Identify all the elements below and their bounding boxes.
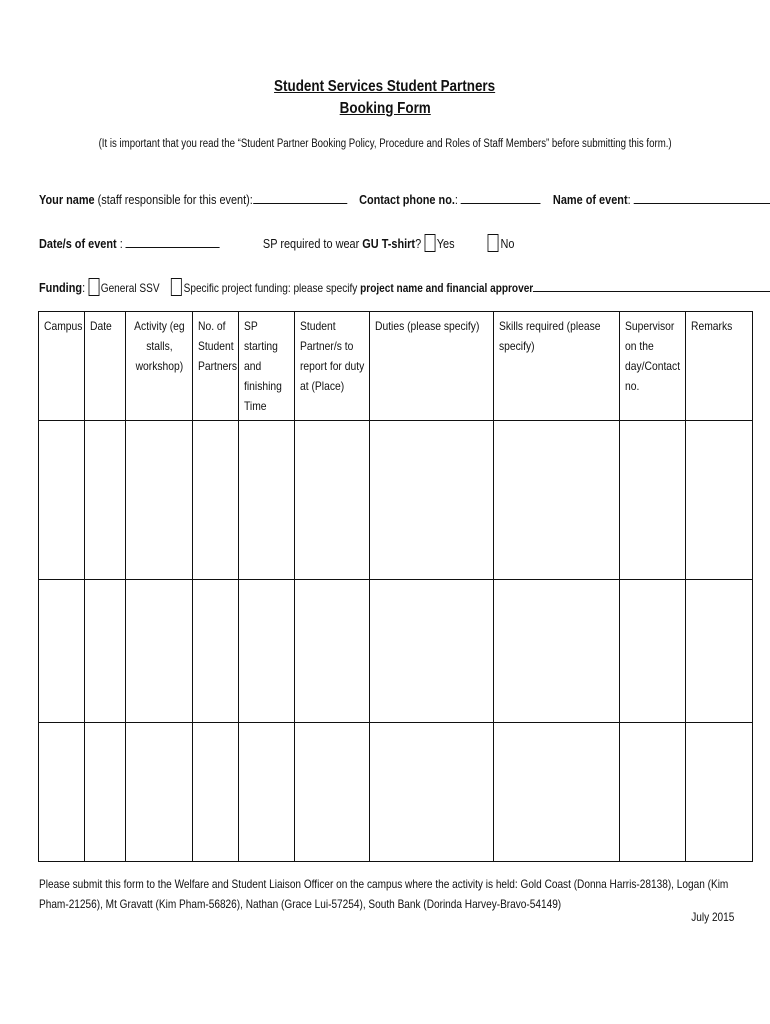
policy-note bbox=[0, 138, 770, 150]
specific-funding-label: Specific project funding: please specify bbox=[183, 281, 361, 295]
policy-note-text: (It is important that you read the “Student Partner Booking Policy, Procedure and Roles of Staff Members” before submitting this form.) bbox=[98, 138, 672, 150]
col-date-header: Date bbox=[85, 312, 126, 421]
name-contact-event-row bbox=[39, 192, 770, 207]
cell-date[interactable] bbox=[85, 421, 126, 580]
row2-text bbox=[39, 234, 514, 252]
cell-time[interactable] bbox=[239, 723, 295, 862]
submission-note bbox=[39, 874, 739, 914]
cell-time[interactable] bbox=[239, 421, 295, 580]
funding-label: Funding bbox=[39, 280, 83, 295]
row1-text bbox=[39, 192, 770, 207]
cell-supervisor[interactable] bbox=[620, 421, 686, 580]
no-checkbox[interactable] bbox=[488, 234, 499, 252]
dates-field[interactable] bbox=[126, 236, 220, 248]
yes-label: Yes bbox=[436, 236, 455, 251]
cell-duties[interactable] bbox=[370, 580, 494, 723]
tshirt-question: ? bbox=[415, 236, 425, 251]
cell-duties[interactable] bbox=[370, 421, 494, 580]
form-title-line1 bbox=[0, 78, 770, 96]
project-approver-field[interactable] bbox=[533, 280, 770, 292]
cell-date[interactable] bbox=[85, 723, 126, 862]
col-duties-header: Duties (please specify) bbox=[370, 312, 494, 421]
cell-partners-count[interactable] bbox=[193, 580, 239, 723]
specific-funding-checkbox[interactable] bbox=[171, 278, 182, 296]
table-row bbox=[39, 580, 753, 723]
col-skills-header: Skills required (please specify) bbox=[494, 312, 620, 421]
cell-remarks[interactable] bbox=[686, 580, 753, 723]
cell-report-place[interactable] bbox=[295, 421, 370, 580]
table-header-row bbox=[39, 312, 753, 421]
booking-table bbox=[38, 311, 753, 862]
col-time-header: SP starting and finishing Time bbox=[239, 312, 295, 421]
tshirt-label: GU T-shirt bbox=[362, 236, 416, 251]
cell-remarks[interactable] bbox=[686, 421, 753, 580]
cell-activity[interactable] bbox=[126, 421, 193, 580]
cell-report-place[interactable] bbox=[295, 580, 370, 723]
cell-campus[interactable] bbox=[39, 580, 85, 723]
col-partners-count-header: No. of Student Partners bbox=[193, 312, 239, 421]
form-title-text-2: Booking Form bbox=[339, 100, 431, 117]
cell-skills[interactable] bbox=[494, 580, 620, 723]
no-label: No bbox=[500, 236, 515, 251]
cell-skills[interactable] bbox=[494, 723, 620, 862]
col-activity-header: Activity (eg stalls, workshop) bbox=[126, 312, 193, 421]
cell-partners-count[interactable] bbox=[193, 421, 239, 580]
event-name-label: Name of event bbox=[552, 192, 628, 207]
cell-date[interactable] bbox=[85, 580, 126, 723]
col-supervisor-header: Supervisor on the day/Contact no. bbox=[620, 312, 686, 421]
event-name-field[interactable] bbox=[634, 192, 770, 204]
cell-remarks[interactable] bbox=[686, 723, 753, 862]
funding-colon: : bbox=[82, 280, 89, 295]
your-name-hint: (staff responsible for this event): bbox=[94, 192, 253, 207]
event-colon: : bbox=[627, 192, 634, 207]
cell-campus[interactable] bbox=[39, 421, 85, 580]
form-title-text-1: Student Services Student Partners bbox=[274, 78, 496, 95]
col-campus-header: Campus bbox=[39, 312, 85, 421]
col-report-place-header: Student Partner/s to report for duty at (Place) bbox=[295, 312, 370, 421]
yes-checkbox[interactable] bbox=[424, 234, 435, 252]
contact-phone-label: Contact phone no. bbox=[359, 192, 455, 207]
cell-activity[interactable] bbox=[126, 580, 193, 723]
cell-campus[interactable] bbox=[39, 723, 85, 862]
table-row bbox=[39, 421, 753, 580]
your-name-label: Your name bbox=[39, 192, 95, 207]
submission-note-text: Please submit this form to the Welfare and Student Liaison Officer on the campus where the activity is held: Gold Coast (Donna Harris-28138), Logan (Kim Pham-21256), Mt Gravatt (Kim Pham-56826), Nathan (Grace Lui-57254), South Bank (Dorinda Harvey-Bravo-54149) bbox=[39, 877, 729, 911]
cell-time[interactable] bbox=[239, 580, 295, 723]
cell-supervisor[interactable] bbox=[620, 723, 686, 862]
your-name-field[interactable] bbox=[253, 192, 347, 204]
general-ssv-label: General SSV bbox=[100, 281, 160, 295]
project-approver-label: project name and financial approver bbox=[360, 281, 534, 295]
contact-colon: : bbox=[454, 192, 461, 207]
cell-duties[interactable] bbox=[370, 723, 494, 862]
col-remarks-header: Remarks bbox=[686, 312, 753, 421]
cell-supervisor[interactable] bbox=[620, 580, 686, 723]
form-date-text: July 2015 bbox=[690, 910, 734, 924]
cell-skills[interactable] bbox=[494, 421, 620, 580]
dates-label: Date/s of event bbox=[39, 236, 117, 251]
row3-text bbox=[39, 278, 770, 296]
form-title-line2 bbox=[0, 100, 770, 118]
funding-row bbox=[39, 278, 770, 296]
table-row bbox=[39, 723, 753, 862]
dates-tshirt-row bbox=[39, 234, 605, 252]
tshirt-prefix: SP required to wear bbox=[262, 236, 363, 251]
general-ssv-checkbox[interactable] bbox=[88, 278, 99, 296]
form-date bbox=[683, 910, 734, 924]
cell-report-place[interactable] bbox=[295, 723, 370, 862]
dates-colon: : bbox=[116, 236, 126, 251]
cell-activity[interactable] bbox=[126, 723, 193, 862]
cell-partners-count[interactable] bbox=[193, 723, 239, 862]
contact-phone-field[interactable] bbox=[461, 192, 541, 204]
